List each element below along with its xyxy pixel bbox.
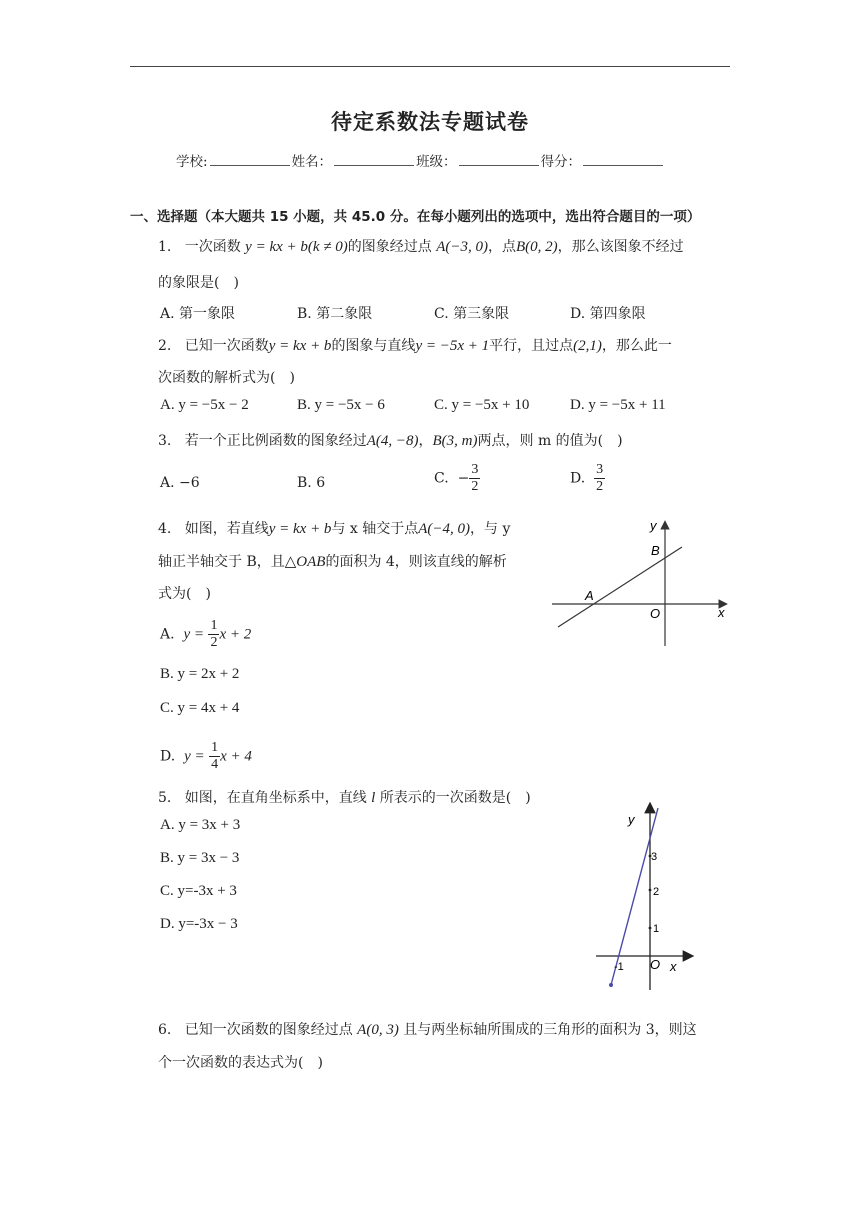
q3-option-c[interactable]: C. − $\frac{3}{2}$ [434, 462, 479, 494]
q5-option-b[interactable]: B. y = 3x − 3 [160, 850, 240, 866]
top-rule [130, 66, 730, 67]
question-2-line-2: 次函数的解析式为( ) [158, 370, 295, 386]
q4-option-d[interactable]: D. y = $\frac{1}{4}$ x + 4 [160, 740, 252, 772]
question-6-line-2: 个一次函数的表达式为( ) [158, 1055, 323, 1071]
name-label: 姓名： [291, 154, 333, 170]
section-heading: 一、选择题（本大题共 15 小题，共 45.0 分。在每小题列出的选项中，选出符合题目的一项） [130, 209, 701, 225]
q4-coordinate-figure [548, 514, 738, 649]
fig4-label-b: B [651, 543, 660, 558]
fig4-label-x: x [718, 605, 725, 620]
q1-point-a: A(−3, 0) [436, 239, 489, 255]
q5-option-d[interactable]: D. y=-3x − 3 [160, 916, 238, 932]
fig4-label-y: y [650, 518, 657, 533]
q4-option-a[interactable]: A. y = $\frac{1}{2}$ x + 2 [160, 618, 252, 650]
student-info-line [176, 150, 665, 170]
q1-option-a[interactable]: A. 第一象限 [160, 306, 236, 322]
q5-coordinate-figure [592, 800, 702, 995]
q5-option-c[interactable]: C. y=-3x + 3 [160, 883, 237, 899]
fig5-tick-2: 2 [653, 886, 660, 898]
class-label: 班级： [416, 154, 457, 170]
q1-function-expr: y = kx + b(k ≠ 0) [245, 239, 348, 255]
question-1-line-2: 的象限是( ) [158, 275, 239, 291]
q3-option-b[interactable]: B. 6 [297, 475, 326, 491]
question-1-line-1: 1. 一次函数 y = kx + b(k ≠ 0)的图象经过点 A(−3, 0)，点B(0, 2)，那么该图象不经过 [158, 239, 684, 255]
q1-point-b: B(0, 2) [516, 239, 558, 255]
score-label: 得分： [540, 154, 582, 170]
question-6-line-1: 6. 已知一次函数的图象经过点 A(0, 3) 且与两坐标轴所围成的三角形的面积为 3，则这 [158, 1022, 697, 1038]
fig5-tick-minus-1: -1 [614, 961, 624, 973]
score-blank[interactable] [583, 153, 663, 166]
question-2-line-1: 2. 已知一次函数y = kx + b的图象与直线y = −5x + 1平行，且过点(2,1)，那么此一 [158, 338, 672, 354]
fig5-label-o: O [650, 957, 661, 972]
q5-option-a[interactable]: A. y = 3x + 3 [160, 817, 241, 833]
fig4-label-o: O [650, 606, 661, 621]
question-4-line-2: 轴正半轴交于 B，且△OAB的面积为 4，则该直线的解析 [158, 554, 507, 570]
fig5-label-y: y [628, 812, 635, 827]
q4-option-c[interactable]: C. y = 4x + 4 [160, 700, 240, 716]
q3-d-fraction: $\frac{3}{2}$ [596, 462, 604, 494]
q2-option-a[interactable]: A. y = −5x − 2 [160, 397, 249, 413]
q1-option-c[interactable]: C. 第三象限 [434, 306, 510, 322]
fig5-label-x: x [670, 959, 677, 974]
q3-option-d[interactable]: D. $\frac{3}{2}$ [570, 462, 604, 494]
school-blank[interactable] [210, 153, 290, 166]
q2-option-c[interactable]: C. y = −5x + 10 [434, 397, 530, 413]
question-4-line-3: 式为( ) [158, 586, 211, 602]
q3-c-fraction: $\frac{3}{2}$ [471, 462, 479, 494]
q2-option-b[interactable]: B. y = −5x − 6 [297, 397, 385, 413]
question-3-line-1: 3. 若一个正比例函数的图象经过A(4, −8)，B(3, m)两点，则 m 的值为( ) [158, 433, 623, 449]
page-title: 待定系数法专题试卷 [331, 110, 529, 134]
name-blank[interactable] [334, 153, 414, 166]
fig5-tick-1: 1 [653, 923, 660, 935]
class-blank[interactable] [459, 153, 539, 166]
q2-option-d[interactable]: D. y = −5x + 11 [570, 397, 666, 413]
line-endpoint [609, 983, 613, 987]
q1-option-b[interactable]: B. 第二象限 [297, 306, 373, 322]
question-5-line-1: 5. 如图，在直角坐标系中，直线 l 所表示的一次函数是( ) [158, 790, 531, 806]
fig4-label-a: A [585, 588, 594, 603]
school-label: 学校: [176, 154, 208, 170]
line-kx-plus-b [558, 547, 682, 627]
q1-option-d[interactable]: D. 第四象限 [570, 306, 646, 322]
fig5-tick-3: 3 [651, 851, 658, 863]
question-4-line-1: 4. 如图，若直线y = kx + b与 x 轴交于点A(−4, 0)，与 y [158, 521, 511, 537]
q3-option-a[interactable]: A. −6 [160, 475, 200, 491]
q4-option-b[interactable]: B. y = 2x + 2 [160, 666, 240, 682]
